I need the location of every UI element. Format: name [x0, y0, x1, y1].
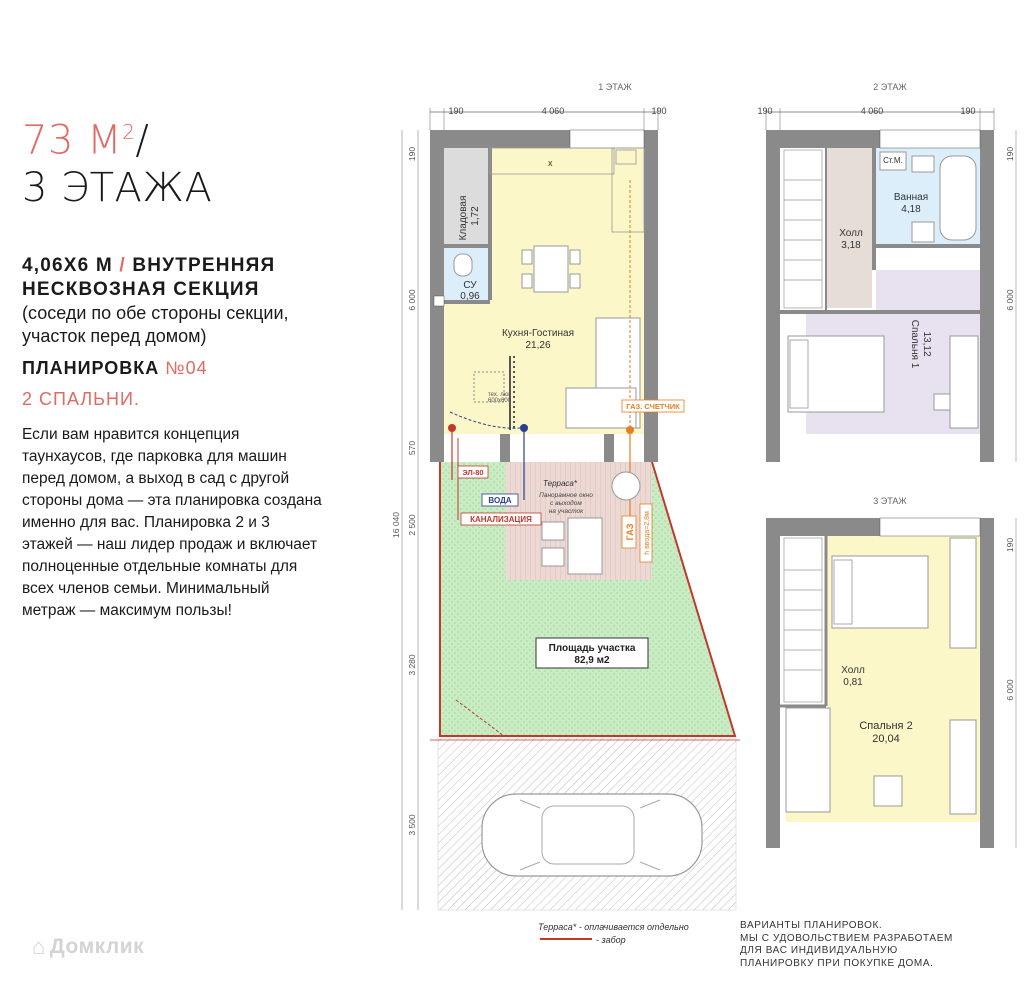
f2-bath-label: Ванная	[893, 192, 929, 203]
plan-number: №04	[165, 358, 208, 379]
f1-wc-label: СУ	[463, 280, 477, 291]
f1-dim-right: 190	[651, 106, 667, 116]
f2-dim-h-top: 190	[1005, 146, 1015, 162]
plan-label: ПЛАНИРОВКА	[22, 358, 160, 379]
legend-fence: - забор	[596, 935, 626, 945]
floor-3-title: 3 ЭТАЖ	[873, 496, 907, 506]
f1-dim-h-total: 16 040	[391, 512, 401, 538]
legend	[538, 922, 689, 945]
window-label-3: на участок	[548, 508, 584, 515]
terrace-label: Терраса*	[543, 479, 577, 488]
window-label-1: Панорамное окно	[539, 492, 593, 499]
f1-tech2: 600х600	[488, 398, 512, 404]
f3-bed-area-label: 20,04	[872, 733, 900, 745]
floor-3	[766, 496, 1016, 848]
f2-dim-right: 190	[960, 106, 976, 116]
bedrooms-count: 2 СПАЛЬНИ.	[22, 389, 140, 410]
el-tag: ЭЛ-80	[462, 468, 484, 477]
f2-bed-label: Спальня 1	[909, 319, 920, 369]
f1-x-mark: x	[548, 158, 553, 168]
description-text: Если вам нравится концепция таунхаусов, где парковка для машин перед домом, а выход в сад с другой стороны дома — эта планировка создана именно для вас. Планировка 2 и 3 этажей — наш лидер продаж и включает полноценные отдельные комнаты для всех членов семьи. Минимальный метраж — максимум пользы!	[22, 426, 322, 620]
f1-wc-area-label: 0,96	[460, 291, 480, 302]
f3-hall-label: Холл	[841, 665, 865, 676]
f1-kitchen-label: Кухня-Гостиная	[501, 328, 575, 339]
headline-slash: /	[135, 117, 150, 164]
note-line-2: МЫ С УДОВОЛЬСТВИЕМ РАЗРАБОТАЕМ	[740, 932, 953, 944]
headline-floors: 3 ЭТАЖА	[22, 165, 213, 212]
gas-meter-tag: ГАЗ. СЧЕТЧИК	[626, 402, 680, 411]
f3-dim-h-main: 6 000	[1005, 679, 1015, 701]
floor-2	[757, 82, 1016, 462]
note-line-4: ПЛАНИРОВКУ ПРИ ПОКУПКЕ ДОМА.	[740, 957, 934, 969]
f1-storage-area-label: 1,72	[470, 206, 481, 226]
watermark-text: Домклик	[49, 935, 145, 958]
f1-dim-h-3280: 3 280	[407, 654, 417, 676]
floor-2-title: 2 ЭТАЖ	[873, 82, 907, 92]
note-line-3: ДЛЯ ВАС ИНДИВИДУАЛЬНУЮ	[740, 945, 898, 956]
f1-dim-h-2500: 2 500	[407, 514, 417, 536]
f2-hall-area-label: 3,18	[841, 240, 861, 251]
f1-dim-h-3500: 3 500	[407, 814, 417, 836]
gas-tag: ГАЗ	[625, 523, 635, 541]
headline-area: 73 М	[22, 117, 123, 164]
f2-dim-left: 190	[757, 106, 773, 116]
subtitle-neighbors: (соседи по обе стороны секции, участок перед домом)	[22, 303, 289, 347]
f3-bed-label: Спальня 2	[859, 720, 913, 732]
water-tag: ВОДА	[488, 496, 512, 505]
legend-terrace: Терраса* - оплачивается отдельно	[538, 922, 689, 932]
note-line-1: ВАРИАНТЫ ПЛАНИРОВОК.	[740, 920, 883, 931]
f2-bed-area-label: 13,12	[921, 331, 932, 357]
f1-dim-h-top: 190	[407, 146, 417, 162]
sewer-tag: КАНАЛИЗАЦИЯ	[470, 515, 532, 524]
f2-wm-label: Ст.М.	[883, 156, 903, 165]
f1-dim-mid: 4 060	[541, 106, 565, 116]
home-icon: ⌂	[32, 934, 46, 959]
plot-label-2: 82,9 м2	[574, 655, 610, 666]
f3-hall-area-label: 0,81	[843, 677, 863, 688]
f2-bath-area-label: 4,18	[901, 204, 921, 215]
f2-dim-mid: 4 060	[860, 106, 884, 116]
window-label-2: с выходом	[550, 500, 582, 507]
floor-1-title: 1 ЭТАЖ	[598, 82, 632, 92]
subtitle-size: 4,06Х6 М	[22, 255, 113, 277]
f3-dim-h-top: 190	[1005, 537, 1015, 553]
subtitle-slash: /	[119, 255, 126, 277]
f2-dim-h-main: 6 000	[1005, 289, 1015, 311]
f1-tech1: тех. люк	[488, 392, 511, 398]
gas-height-tag: h ввода=2,8м	[644, 511, 651, 555]
f2-hall-label: Холл	[839, 228, 863, 239]
plot-label-1: Площадь участка	[548, 643, 636, 654]
car-icon	[482, 794, 702, 876]
f1-dim-h-main: 6 000	[407, 289, 417, 311]
f1-dim-left: 190	[448, 106, 464, 116]
headline-area-sup: 2	[122, 120, 136, 144]
notes-block	[740, 920, 970, 970]
subtitle-section: ВНУТРЕННЯЯ НЕСКВОЗНАЯ СЕКЦИЯ	[22, 255, 276, 301]
f1-dim-h-570: 570	[407, 440, 417, 456]
f1-storage-label: Кладовая	[458, 195, 469, 241]
f1-kitchen-area-label: 21,26	[525, 340, 551, 351]
floor-1	[391, 82, 740, 910]
